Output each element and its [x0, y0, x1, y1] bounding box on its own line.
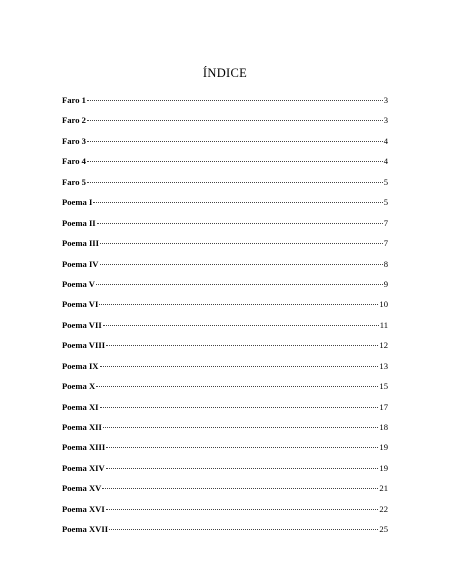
dot-leader	[106, 468, 379, 469]
toc-entry[interactable]	[62, 155, 388, 175]
dot-leader	[103, 427, 379, 428]
toc-entry-page-number: 17	[379, 401, 388, 412]
toc-entry[interactable]	[62, 482, 388, 502]
toc-entry-page-number: 3	[383, 95, 388, 105]
toc-entry-page-number: 8	[383, 258, 388, 269]
toc-entry-page-number: 18	[379, 422, 388, 432]
dot-leader	[87, 100, 383, 101]
toc-entry-page-number: 7	[383, 217, 388, 228]
toc-entry[interactable]	[62, 421, 388, 441]
toc-entry-page-number: 21	[379, 483, 388, 494]
toc-entry-label: Poema XVII	[62, 524, 109, 535]
dot-leader	[102, 488, 378, 489]
toc-entry-page-number: 3	[383, 115, 388, 126]
dot-leader	[87, 120, 383, 121]
dot-leader	[93, 202, 382, 203]
dot-leader	[109, 529, 378, 530]
toc-entry-label: Faro 3	[62, 135, 86, 146]
toc-entry[interactable]	[62, 523, 388, 543]
toc-entry-page-number: 15	[379, 381, 388, 392]
toc-entry-label: Poema XV	[62, 483, 102, 494]
table-of-contents	[62, 94, 388, 544]
toc-entry[interactable]	[62, 278, 388, 298]
toc-entry[interactable]	[62, 176, 388, 196]
toc-entry[interactable]	[62, 503, 388, 523]
toc-entry[interactable]	[62, 441, 388, 461]
toc-entry-label: Poema XII	[62, 422, 102, 432]
toc-entry-label: Poema VIII	[62, 340, 106, 351]
toc-entry[interactable]	[62, 339, 388, 359]
toc-entry-label: Faro 5	[62, 176, 86, 187]
toc-entry[interactable]	[62, 196, 388, 216]
toc-entry[interactable]	[62, 319, 388, 339]
toc-entry-label: Poema XVI	[62, 503, 105, 514]
dot-leader	[106, 345, 378, 346]
toc-entry-page-number: 19	[379, 462, 388, 473]
toc-entry-label: Poema I	[62, 197, 93, 208]
toc-entry[interactable]	[62, 401, 388, 421]
toc-entry-page-number: 19	[379, 442, 388, 453]
dot-leader	[103, 325, 379, 326]
toc-entry-page-number: 7	[383, 238, 388, 249]
toc-entry-page-number: 25	[379, 524, 388, 535]
dot-leader	[87, 182, 383, 183]
toc-entry-page-number: 4	[383, 156, 388, 167]
dot-leader	[100, 264, 383, 265]
dot-leader	[100, 366, 379, 367]
toc-entry-page-number: 4	[383, 135, 388, 146]
dot-leader	[96, 386, 378, 387]
dot-leader	[97, 223, 383, 224]
toc-entry-page-number: 11	[379, 319, 388, 330]
dot-leader	[99, 304, 378, 305]
toc-entry-label: Poema IV	[62, 258, 99, 269]
dot-leader	[100, 407, 379, 408]
toc-entry-page-number: 5	[383, 197, 388, 208]
toc-entry-page-number: 12	[379, 340, 388, 351]
toc-entry-page-number: 5	[383, 176, 388, 187]
toc-entry[interactable]	[62, 135, 388, 155]
dot-leader	[96, 284, 383, 285]
toc-entry[interactable]	[62, 237, 388, 257]
toc-entry[interactable]	[62, 114, 388, 134]
toc-entry[interactable]	[62, 360, 388, 380]
toc-entry[interactable]	[62, 380, 388, 400]
toc-entry-label: Poema VI	[62, 299, 99, 310]
toc-entry-label: Poema XIV	[62, 462, 105, 473]
toc-entry-label: Poema IX	[62, 360, 99, 371]
toc-entry-page-number: 9	[383, 278, 388, 289]
dot-leader	[106, 509, 379, 510]
toc-entry-label: Poema X	[62, 381, 96, 392]
toc-entry[interactable]	[62, 94, 388, 114]
dot-leader	[87, 161, 383, 162]
toc-entry-label: Poema VII	[62, 319, 102, 330]
dot-leader	[100, 243, 383, 244]
toc-entry-label: Poema XIII	[62, 442, 106, 453]
dot-leader	[87, 141, 383, 142]
toc-entry-label: Poema II	[62, 217, 96, 228]
dot-leader	[106, 447, 378, 448]
toc-entry-label: Poema V	[62, 278, 96, 289]
toc-entry-label: Poema XI	[62, 401, 99, 412]
toc-entry[interactable]	[62, 298, 388, 318]
toc-entry-label: Faro 1	[62, 95, 86, 105]
toc-entry-label: Faro 4	[62, 156, 86, 167]
toc-entry-page-number: 10	[379, 299, 388, 310]
toc-entry[interactable]	[62, 462, 388, 482]
toc-entry-label: Faro 2	[62, 115, 86, 126]
toc-entry-page-number: 13	[379, 360, 388, 371]
toc-entry[interactable]	[62, 217, 388, 237]
toc-entry-label: Poema III	[62, 238, 99, 249]
toc-entry-page-number: 22	[379, 503, 388, 514]
toc-entry[interactable]	[62, 258, 388, 278]
page-title: ÍNDICE	[202, 66, 248, 80]
